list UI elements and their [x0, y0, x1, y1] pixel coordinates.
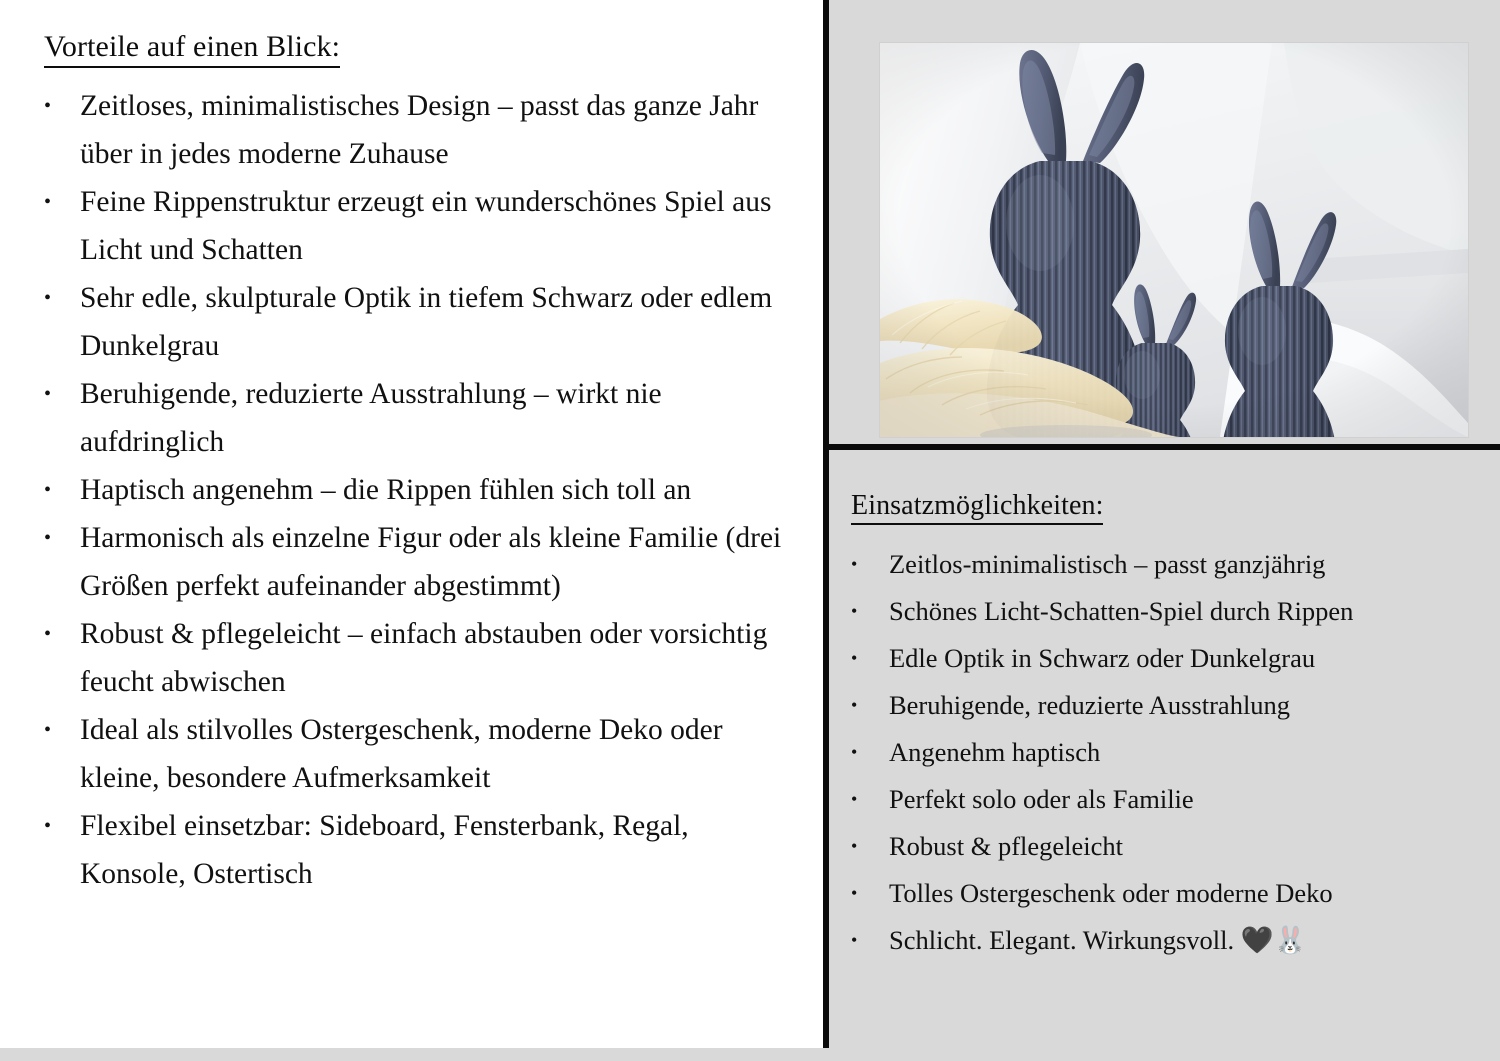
usage-heading-row: [851, 490, 1482, 525]
list-item-text: Sehr edle, skulpturale Optik in tiefem Schwarz oder edlem Dunkelgrau: [80, 281, 773, 362]
list-item-text: Zeitlos-minimalistisch – passt ganzjährig: [889, 549, 1326, 580]
bullet-point-icon: •: [851, 930, 858, 951]
list-item: [851, 823, 1482, 870]
bullet-point-icon: •: [851, 742, 858, 763]
list-item-text: Robust & pflegeleicht – einfach abstauben oder vorsichtig feucht abwischen: [80, 617, 768, 698]
bottom-edge-strip: [0, 1048, 823, 1061]
list-item-text: Beruhigende, reduzierte Ausstrahlung – wirkt nie aufdringlich: [80, 377, 662, 458]
list-item: [44, 178, 783, 274]
bullet-point-icon: •: [44, 190, 52, 213]
photo-panel: [829, 0, 1500, 444]
bullet-point-icon: •: [851, 695, 858, 716]
bunny-figures-photo: [880, 43, 1468, 437]
list-item-text: Flexibel einsetzbar: Sideboard, Fensterbank, Regal, Konsole, Ostertisch: [80, 809, 689, 890]
list-item: [44, 802, 783, 898]
list-item: [851, 870, 1482, 917]
bullet-point-icon: •: [851, 648, 858, 669]
bullet-point-icon: •: [851, 554, 858, 575]
list-item: [44, 274, 783, 370]
list-item: [44, 370, 783, 466]
list-item: [44, 610, 783, 706]
list-item-text: Schlicht. Elegant. Wirkungsvoll. 🖤🐰: [889, 925, 1307, 956]
benefits-heading: Vorteile auf einen Blick:: [44, 30, 340, 68]
list-item-text: Robust & pflegeleicht: [889, 831, 1124, 862]
list-item: [44, 466, 783, 514]
list-item-text: Tolles Ostergeschenk oder moderne Deko: [889, 878, 1333, 909]
bullet-point-icon: •: [44, 622, 52, 645]
list-item: [851, 541, 1482, 588]
list-item: [44, 82, 783, 178]
bullet-point-icon: •: [851, 789, 858, 810]
list-item-text: Harmonisch als einzelne Figur oder als kleine Familie (drei Größen perfekt aufeinander abgestimmt): [80, 521, 782, 602]
list-item: [851, 917, 1482, 964]
benefits-heading-row: [44, 30, 783, 68]
bullet-point-icon: •: [851, 601, 858, 622]
bullet-point-icon: •: [851, 836, 858, 857]
list-item-text: Angenehm haptisch: [889, 737, 1101, 768]
list-item: [44, 706, 783, 802]
bullet-point-icon: •: [851, 883, 858, 904]
benefits-bullet-list: [44, 82, 783, 898]
list-item: [44, 514, 783, 610]
list-item-text: Edle Optik in Schwarz oder Dunkelgrau: [889, 643, 1316, 674]
list-item-text: Zeitloses, minimalistisches Design – passt das ganze Jahr über in jedes moderne Zuhause: [80, 89, 759, 170]
bullet-point-icon: •: [44, 286, 52, 309]
list-item: [851, 776, 1482, 823]
list-item-text: Haptisch angenehm – die Rippen fühlen sich toll an: [80, 473, 692, 506]
list-item-text: Ideal als stilvolles Ostergeschenk, moderne Deko oder kleine, besondere Aufmerksamkeit: [80, 713, 723, 794]
bullet-point-icon: •: [44, 814, 52, 837]
bullet-point-icon: •: [44, 718, 52, 741]
list-item-text: Beruhigende, reduzierte Ausstrahlung: [889, 690, 1291, 721]
bullet-point-icon: •: [44, 94, 52, 117]
list-item: [851, 729, 1482, 776]
list-item-text: Perfekt solo oder als Familie: [889, 784, 1194, 815]
usage-bullet-list: [851, 541, 1482, 964]
usage-panel: [829, 450, 1500, 1061]
right-column: [829, 0, 1500, 1061]
list-item-text: Schönes Licht-Schatten-Spiel durch Rippen: [889, 596, 1354, 627]
list-item-text: Feine Rippenstruktur erzeugt ein wunderschönes Spiel aus Licht und Schatten: [80, 185, 772, 266]
usage-heading: Einsatzmöglichkeiten:: [851, 490, 1103, 525]
list-item: [851, 682, 1482, 729]
bullet-point-icon: •: [44, 478, 52, 501]
bullet-point-icon: •: [44, 526, 52, 549]
product-photo: [880, 43, 1468, 437]
list-item: [851, 635, 1482, 682]
list-item: [851, 588, 1482, 635]
bullet-point-icon: •: [44, 382, 52, 405]
